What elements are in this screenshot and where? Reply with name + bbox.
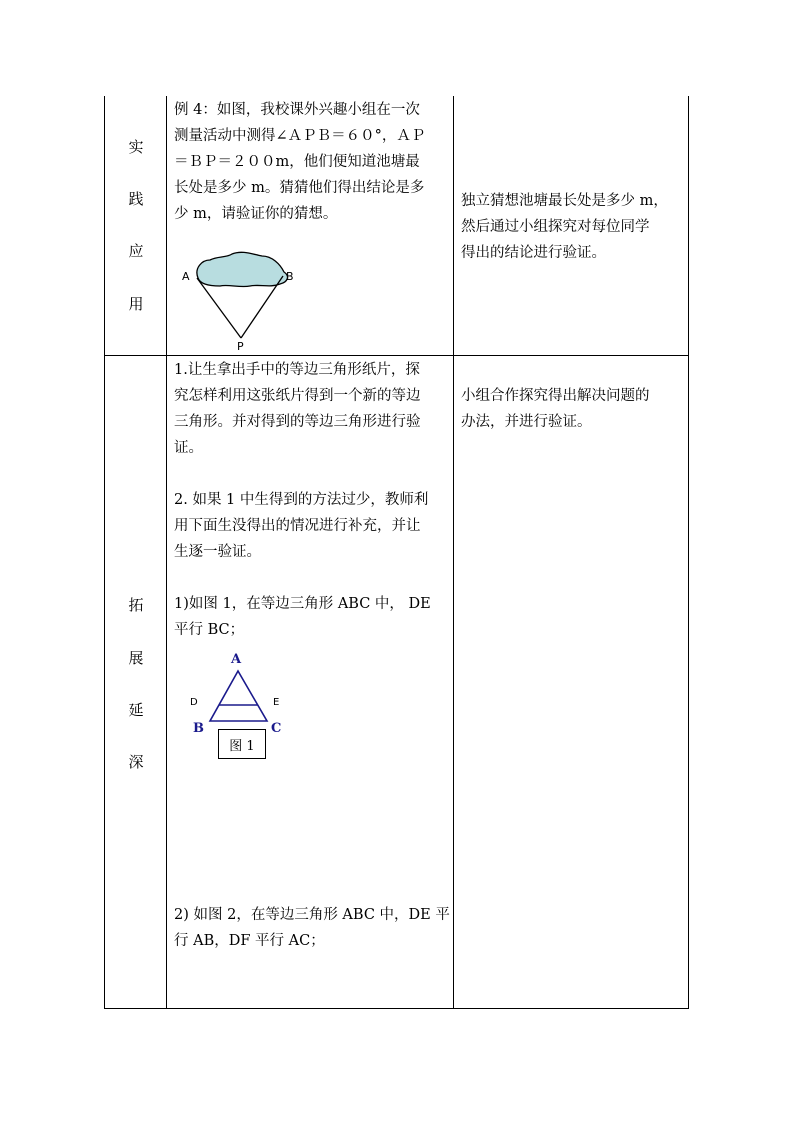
- category-char: 用: [128, 295, 144, 313]
- category-char: 践: [128, 190, 144, 208]
- category-char: 深: [128, 753, 144, 771]
- sub1-text-line: 平行 BC；: [174, 622, 245, 638]
- student-activity-line: 然后通过小组探究对每位同学: [461, 219, 650, 235]
- item2-text-line: 用下面生没得出的情况进行补充，并让: [174, 518, 421, 534]
- student-activity-line: 小组合作探究得出解决问题的: [461, 388, 650, 404]
- pond-shape: [197, 252, 288, 286]
- category-char: 应: [128, 242, 144, 260]
- item1-text-line: 究怎样利用这张纸片得到一个新的等边: [174, 388, 421, 404]
- student-activity-line: 得出的结论进行验证。: [461, 245, 606, 261]
- sub2-text-line: 2) 如图 2，在等边三角形 ABC 中，DE 平: [174, 907, 450, 923]
- segment-ap: [197, 278, 241, 338]
- figure-label-p: P: [237, 340, 244, 353]
- figure-label-b: B: [286, 270, 294, 283]
- figure1-caption: 图 1: [229, 739, 255, 754]
- table-col-divider-2: [453, 96, 454, 1009]
- student-activity-line: 办法，并进行验证。: [461, 414, 592, 430]
- table-row-divider: [104, 355, 689, 356]
- triangle-abc: [210, 671, 267, 721]
- item2-text-line: 2. 如果 1 中生得到的方法过少，教师利: [174, 492, 429, 508]
- category-char: 展: [128, 649, 144, 667]
- figure1-label-c: C: [271, 721, 282, 736]
- figure1-label-d: D: [190, 697, 198, 708]
- example-text-line: 长处是多少 m。猜猜他们得出结论是多: [174, 180, 425, 196]
- example-text-line: 例 4：如图，我校课外兴趣小组在一次: [174, 102, 420, 118]
- table-bottom-border: [104, 1008, 689, 1009]
- table-right-border: [688, 96, 689, 1009]
- item2-text-line: 生逐一验证。: [174, 544, 261, 560]
- figure1-label-e: E: [273, 697, 280, 708]
- figure-label-a: A: [182, 270, 190, 283]
- figure1-triangle: [205, 665, 275, 725]
- figure1-label-a: A: [231, 652, 242, 667]
- table-col-divider-1: [166, 96, 167, 1009]
- item1-text-line: 1.让生拿出手中的等边三角形纸片，探: [174, 362, 420, 378]
- category-char: 延: [128, 701, 144, 719]
- item1-text-line: 三角形。并对得到的等边三角形进行验: [174, 414, 421, 430]
- category-char: 拓: [128, 596, 144, 614]
- table-left-border: [104, 96, 105, 1009]
- item1-text-line: 证。: [174, 440, 203, 456]
- student-activity-line: 独立猜想池塘最长处是多少 m，: [461, 193, 668, 209]
- example-text-line: 测量活动中测得∠ＡＰＢ＝６０°，ＡＰ: [174, 128, 426, 144]
- sub1-text-line: 1)如图 1，在等边三角形 ABC 中， DE: [174, 596, 431, 612]
- figure1-label-b: B: [193, 721, 204, 736]
- example-text-line: 少 m，请验证你的猜想。: [174, 206, 338, 222]
- category-char: 实: [128, 138, 144, 156]
- pond-figure: [180, 246, 300, 351]
- sub2-text-line: 行 AB，DF 平行 AC；: [174, 933, 325, 949]
- example-text-line: ＝ＢＰ＝２００m，他们便知道池塘最: [174, 154, 420, 170]
